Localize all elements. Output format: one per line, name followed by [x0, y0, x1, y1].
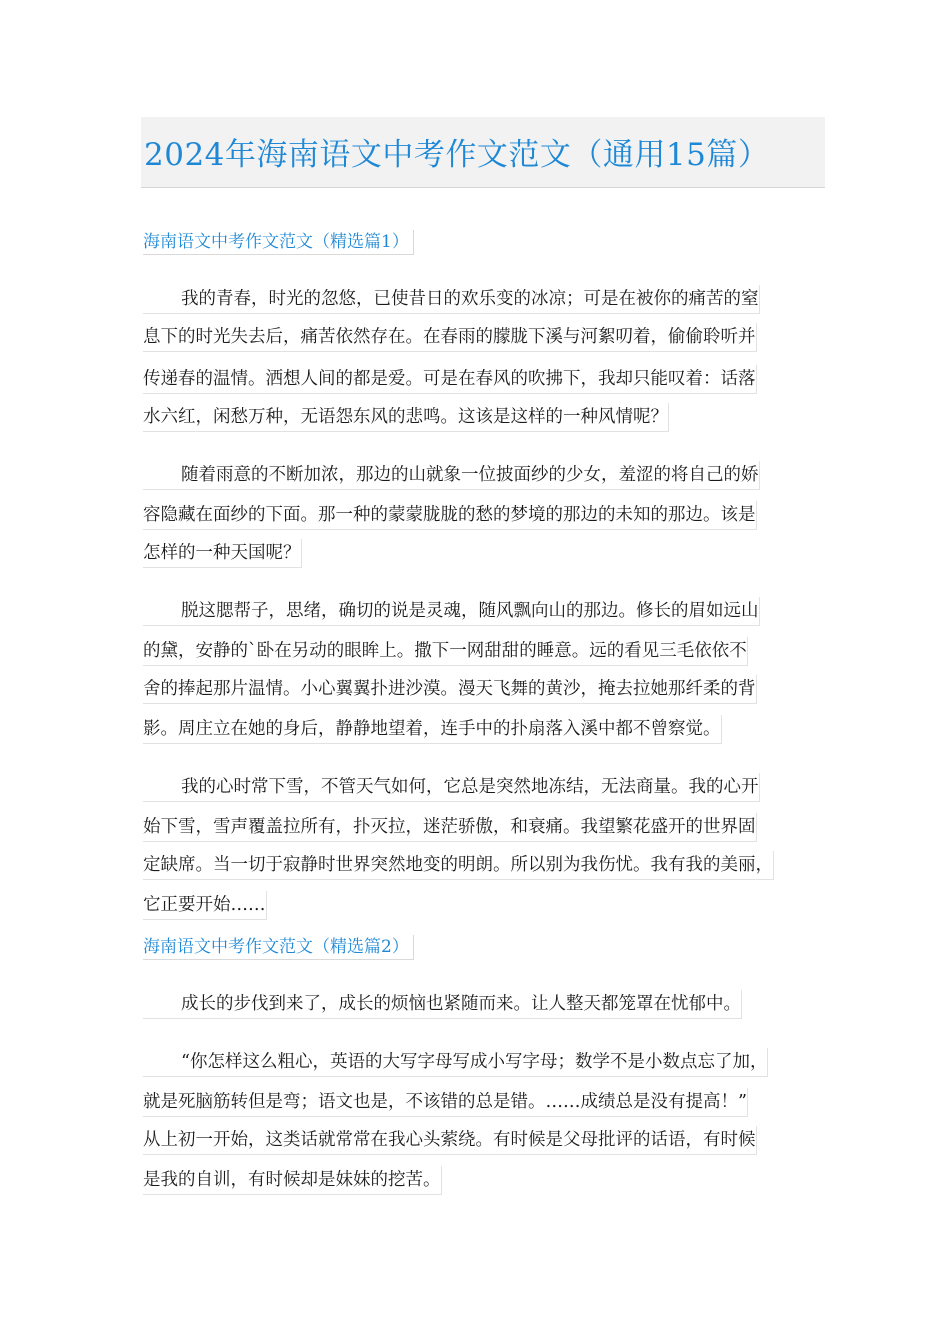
paragraph-line: 影。周庄立在她的身后，静静地望着，连手中的扑扇落入溪中都不曾察觉。: [143, 715, 722, 744]
document-title: [141, 117, 825, 188]
paragraph-line: 水六红，闲愁万种，无语怨东风的悲鸣。这该是这样的一种风情呢？: [143, 403, 669, 432]
paragraph-line: 脱这腮帮子，思绪，确切的说是灵魂，随风飘向山的那边。修长的眉如远山: [143, 597, 760, 626]
paragraph-line: 息下的时光失去后，痛苦依然存在。在春雨的朦胧下溪与河絮叨着，偷偷聆听并: [143, 323, 757, 352]
section-heading: 海南语文中考作文范文（精选篇1）: [143, 230, 414, 255]
paragraph-line: 就是死脑筋转但是弯；语文也是，不该错的总是错。……成绩总是没有提高！”: [143, 1088, 748, 1117]
paragraph-line: 我的青春，时光的忽悠，已使昔日的欢乐变的冰凉；可是在被你的痛苦的窒: [143, 285, 760, 314]
paragraph-line: 舍的捧起那片温情。小心翼翼扑进沙漠。漫天飞舞的黄沙，掩去拉她那纤柔的背: [143, 675, 757, 704]
paragraph-line: 成长的步伐到来了，成长的烦恼也紧随而来。让人整天都笼罩在忧郁中。: [143, 990, 742, 1019]
paragraph-line: 随着雨意的不断加浓，那边的山就象一位披面纱的少女，羞涩的将自己的娇: [143, 461, 760, 490]
paragraph-line: 是我的自训，有时候却是妹妹的挖苦。: [143, 1166, 442, 1195]
paragraph-line: 定缺席。当一切于寂静时世界突然地变的明朗。所以别为我伤忧。我有我的美丽，: [143, 851, 774, 880]
paragraph-line: 的黛，安静的`卧在另动的眼眸上。撒下一网甜甜的睡意。远的看见三毛依依不: [143, 637, 748, 666]
paragraph-line: 我的心时常下雪，不管天气如何，它总是突然地冻结，无法商量。我的心开: [143, 773, 760, 802]
paragraph-line: 始下雪，雪声覆盖拉所有，扑灭拉，迷茫骄傲，和衰痛。我望繁花盛开的世界固: [143, 813, 757, 842]
paragraph-line: 怎样的一种天国呢？: [143, 539, 302, 568]
paragraph-line: “你怎样这么粗心，英语的大写字母写成小写字母；数学不是小数点忘了加，: [143, 1048, 768, 1077]
section-heading: 海南语文中考作文范文（精选篇2）: [143, 935, 414, 960]
paragraph-line: 容隐藏在面纱的下面。那一种的蒙蒙胧胧的愁的梦境的那边的未知的那边。该是: [143, 501, 757, 530]
paragraph-line: 从上初一开始，这类话就常常在我心头萦绕。有时候是父母批评的话语，有时候: [143, 1126, 757, 1155]
paragraph-line: 传递春的温情。洒想人间的都是爱。可是在春风的吹拂下，我却只能叹着：话落: [143, 365, 757, 394]
paragraph-line: 它正要开始……: [143, 891, 267, 920]
document-title-text: 2024年海南语文中考作文范文（通用15篇）: [144, 137, 770, 173]
